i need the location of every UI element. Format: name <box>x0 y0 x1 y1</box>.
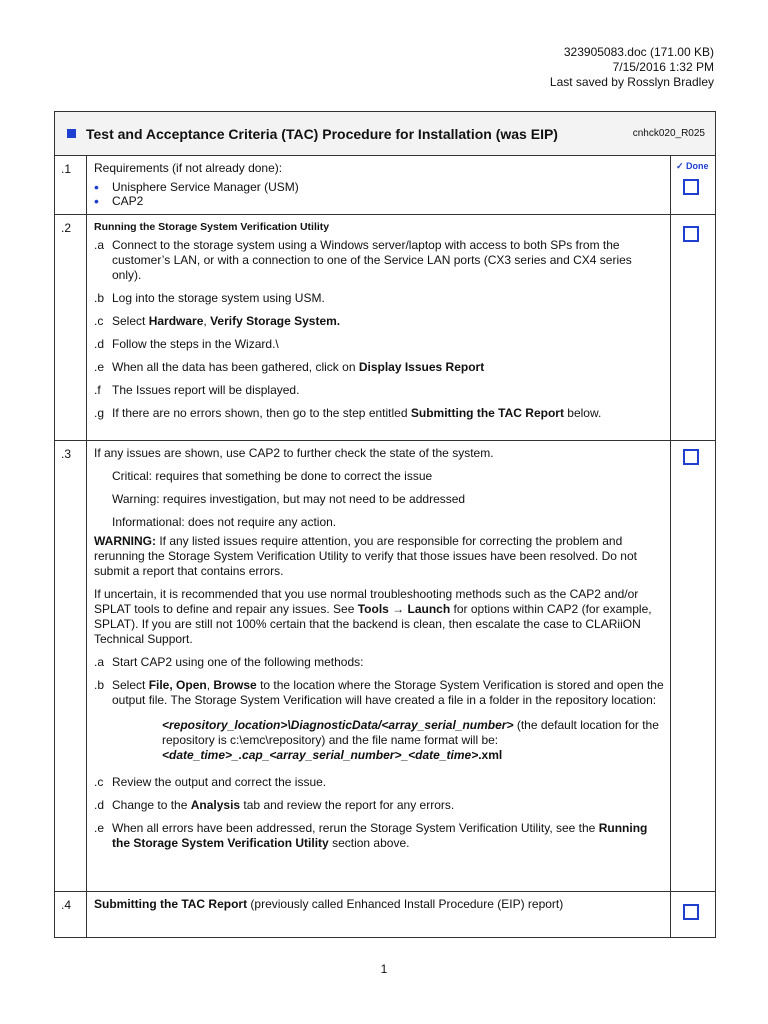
done-label: ✓ Done <box>676 161 709 171</box>
step-row-4 <box>55 891 715 937</box>
done-column <box>670 156 715 214</box>
page-number: 1 <box>380 962 388 976</box>
square-bullet-icon <box>67 129 76 138</box>
substep: .f The Issues report will be displayed. <box>94 383 300 397</box>
step-number: .2 <box>55 215 87 440</box>
uncertain-note: If uncertain, it is recommended that you use normal troubleshooting methods such as the CAP2 and/or SPLAT tools to define and repair any issues. See Tools → Launch for options within CAP2 (for example, SPLAT). If you are still not 100% certain that the backend is clean, then escalate the case to CLARiiON Technical Support. <box>94 587 652 646</box>
step-title: Running the Storage System Verification Utility <box>94 221 330 233</box>
done-column <box>670 892 715 937</box>
requirements-intro: Requirements (if not already done): <box>94 161 283 175</box>
done-checkbox-3[interactable] <box>683 449 699 465</box>
substep: .a Connect to the storage system using a Windows server/laptop with access to both SPs from the customer’s LAN, or with a connection to one of the Service LAN ports (CX3 series and CX4 series only). <box>94 238 632 282</box>
file-info: 323905083.doc (171.00 KB) <box>563 45 714 59</box>
substep: .g If there are no errors shown, then go to the step entitled Submitting the TAC Report below. <box>94 406 602 420</box>
procedure-title: Test and Acceptance Criteria (TAC) Procedure for Installation (was EIP) <box>86 125 558 142</box>
list-item: • CAP2 <box>94 193 144 209</box>
done-column <box>670 441 715 891</box>
step-content <box>87 156 670 214</box>
severity-warning: Warning: requires investigation, but may not need to be addressed <box>112 492 466 506</box>
done-checkbox-2[interactable] <box>683 226 699 242</box>
step-content <box>87 441 670 891</box>
done-checkbox-4[interactable] <box>683 904 699 920</box>
substep: .d Change to the Analysis tab and review the report for any errors. <box>94 798 455 812</box>
step-row-2 <box>55 214 715 440</box>
done-checkbox-1[interactable] <box>683 179 699 195</box>
substep: .c Review the output and correct the issue. <box>94 775 327 789</box>
step-number: .3 <box>55 441 87 891</box>
list-item: • Unisphere Service Manager (USM) <box>94 179 299 195</box>
substep: .b Log into the storage system using USM. <box>94 291 325 305</box>
substep: .e When all the data has been gathered, click on Display Issues Report <box>94 360 485 374</box>
procedure-table <box>54 111 716 938</box>
step-row-3 <box>55 440 715 891</box>
repository-path: <repository_location>\DiagnosticData/<array_serial_number> (the default location for the repository is c:\emc\repository) and the file name format will be: <date_time>_.cap_<array_serial_number>_<date_time>.xml <box>162 718 659 762</box>
requirements-list <box>94 180 664 208</box>
document-meta <box>550 45 714 90</box>
procedure-code: cnhck020_R025 <box>632 128 705 139</box>
step-content <box>87 215 670 440</box>
step-content: Submitting the TAC Report (previously called Enhanced Install Procedure (EIP) report) <box>94 897 564 911</box>
bullet-icon: • <box>94 179 99 195</box>
file-date: 7/15/2016 1:32 PM <box>612 60 714 74</box>
step-row-1 <box>55 155 715 214</box>
last-saved: Last saved by Rosslyn Bradley <box>549 75 714 89</box>
substep: .c Select Hardware, Verify Storage System. <box>94 314 341 328</box>
step-intro: If any issues are shown, use CAP2 to further check the state of the system. <box>94 446 494 460</box>
step-number: .1 <box>55 156 87 214</box>
substep: .e When all errors have been addressed, rerun the Storage System Verification Utility, see the Running the Storage System Verification Utility section above. <box>94 821 648 850</box>
substep: .a Start CAP2 using one of the following methods: <box>94 655 364 669</box>
substep: .d Follow the steps in the Wizard.\ <box>94 337 279 351</box>
warning-note: WARNING: If any listed issues require attention, you are responsible for correcting the problem and rerunning the Storage System Verification Utility to verify that those issues have been resolved. Do not submit a report that contains errors. <box>94 534 637 578</box>
step-number: .4 <box>55 892 87 937</box>
bullet-icon: • <box>94 193 99 209</box>
severity-critical: Critical: requires that something be done to correct the issue <box>112 469 433 483</box>
severity-info: Informational: does not require any action. <box>112 515 337 529</box>
substep: .b Select File, Open, Browse to the location where the Storage System Verification is stored and open the output file. The Storage System Verification will have created a file in a folder in the repository location: <box>94 678 664 707</box>
table-header <box>55 112 715 155</box>
step-title: Submitting the TAC Report <box>94 897 248 911</box>
done-column <box>670 215 715 440</box>
